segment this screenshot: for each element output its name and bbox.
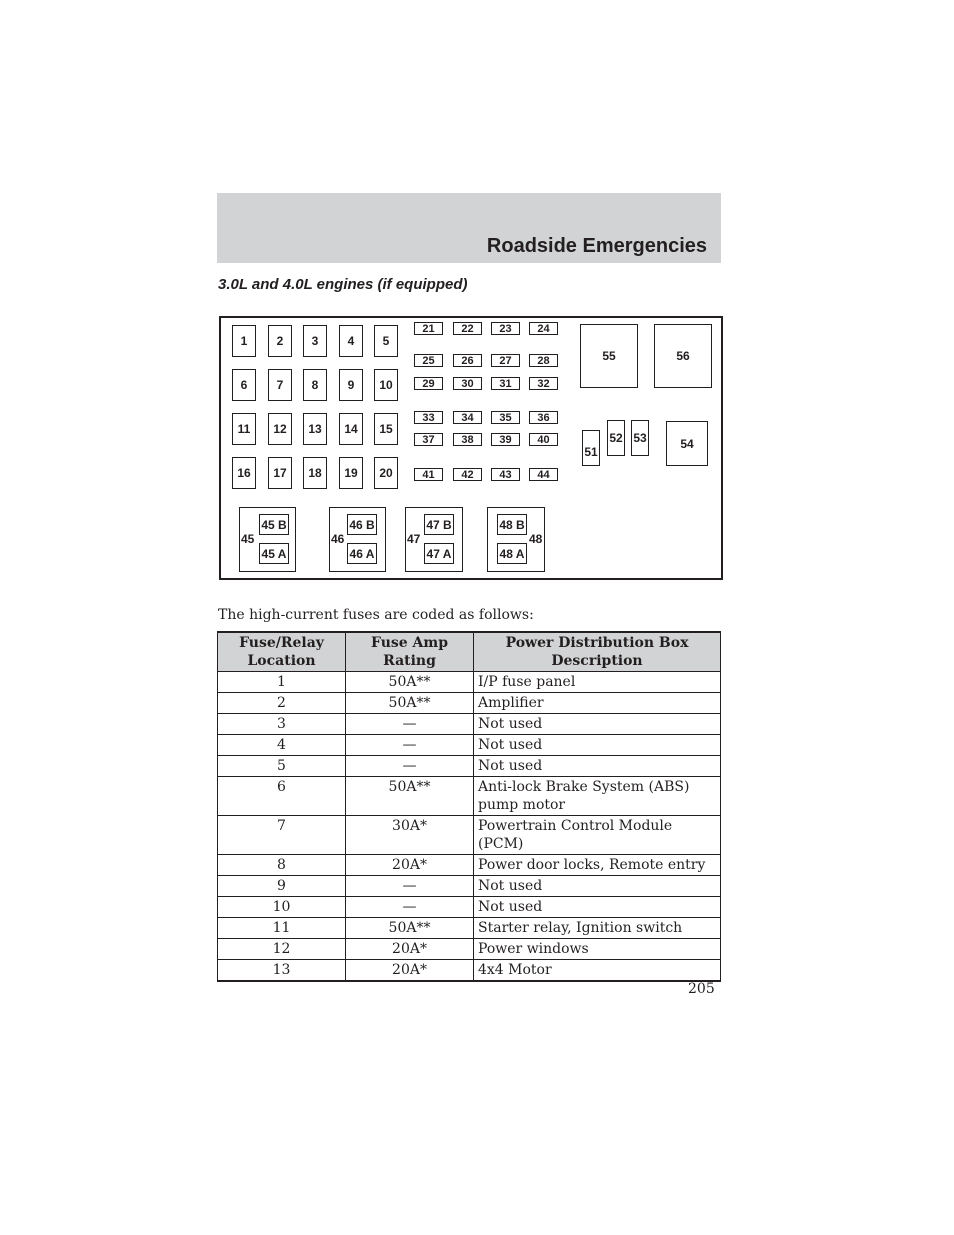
cell-rating: 20A* (346, 855, 474, 876)
large-fuse: 17 (268, 457, 292, 489)
large-fuse: 4 (339, 325, 363, 357)
cell-description: Not used (474, 714, 721, 735)
large-fuse: 7 (268, 369, 292, 401)
cell-rating: 50A** (346, 693, 474, 714)
column-header-location: Fuse/Relay Location (218, 632, 346, 672)
mini-fuse: 30 (453, 377, 482, 390)
relay-group-label: 47 (407, 532, 421, 546)
column-header-description: Power Distribution Box Description (474, 632, 721, 672)
large-fuse: 18 (303, 457, 327, 489)
table-row (218, 816, 721, 855)
fuse-box-diagram (219, 316, 723, 580)
cell-location: 5 (218, 756, 346, 777)
cell-description: Powertrain Control Module (PCM) (474, 816, 721, 855)
mini-fuse: 41 (414, 468, 443, 481)
relay-48a: 48 A (497, 543, 527, 564)
header-band (217, 193, 721, 263)
cell-description: Not used (474, 735, 721, 756)
large-fuse: 1 (232, 325, 256, 357)
large-fuse: 5 (374, 325, 398, 357)
mini-fuse: 36 (529, 411, 558, 424)
cell-location: 1 (218, 672, 346, 693)
relay-56: 56 (654, 324, 712, 388)
large-fuse: 14 (339, 413, 363, 445)
cell-description: Not used (474, 756, 721, 777)
cell-description: 4x4 Motor (474, 960, 721, 982)
cell-rating: 20A* (346, 960, 474, 982)
relay-45a: 45 A (259, 543, 289, 564)
mini-fuse: 29 (414, 377, 443, 390)
cell-rating: 20A* (346, 939, 474, 960)
cell-description: Anti-lock Brake System (ABS) pump motor (474, 777, 721, 816)
relay-group-label: 45 (241, 532, 255, 546)
relay-54: 54 (666, 421, 708, 466)
fuse-table (217, 631, 721, 982)
large-fuse: 6 (232, 369, 256, 401)
large-fuse: 16 (232, 457, 256, 489)
cell-rating: — (346, 714, 474, 735)
mini-fuse: 44 (529, 468, 558, 481)
large-fuse: 10 (374, 369, 398, 401)
relay-group-label: 46 (331, 532, 345, 546)
cell-location: 3 (218, 714, 346, 735)
table-row (218, 855, 721, 876)
large-fuse: 20 (374, 457, 398, 489)
large-fuse: 8 (303, 369, 327, 401)
cell-description: Not used (474, 897, 721, 918)
large-fuse: 15 (374, 413, 398, 445)
cell-location: 4 (218, 735, 346, 756)
mini-fuse: 23 (491, 322, 520, 335)
cell-location: 13 (218, 960, 346, 982)
table-row (218, 693, 721, 714)
table-row (218, 939, 721, 960)
table-row (218, 918, 721, 939)
cell-location: 8 (218, 855, 346, 876)
cell-location: 11 (218, 918, 346, 939)
mini-fuse: 33 (414, 411, 443, 424)
large-fuse: 2 (268, 325, 292, 357)
mini-fuse: 43 (491, 468, 520, 481)
mini-fuse: 42 (453, 468, 482, 481)
mini-fuse: 28 (529, 354, 558, 367)
table-header-row (218, 632, 721, 672)
cell-rating: — (346, 735, 474, 756)
cell-rating: 50A** (346, 918, 474, 939)
page-number: 205 (688, 981, 715, 997)
mini-fuse: 37 (414, 433, 443, 446)
cell-location: 2 (218, 693, 346, 714)
relay-46b: 46 B (347, 514, 377, 535)
column-header-rating: Fuse Amp Rating (346, 632, 474, 672)
cell-location: 12 (218, 939, 346, 960)
large-fuse: 13 (303, 413, 327, 445)
cell-location: 10 (218, 897, 346, 918)
section-title: Roadside Emergencies (486, 235, 707, 257)
mini-fuse: 35 (491, 411, 520, 424)
relay-48b: 48 B (497, 514, 527, 535)
mini-fuse: 24 (529, 322, 558, 335)
cell-description: Amplifier (474, 693, 721, 714)
cell-rating: — (346, 897, 474, 918)
subheading: 3.0L and 4.0L engines (if equipped) (218, 276, 468, 293)
mini-fuse: 26 (453, 354, 482, 367)
cell-rating: — (346, 876, 474, 897)
mini-fuse: 31 (491, 377, 520, 390)
cell-description: I/P fuse panel (474, 672, 721, 693)
cell-rating: 50A** (346, 777, 474, 816)
relay-47a: 47 A (424, 543, 454, 564)
table-row (218, 672, 721, 693)
table-row (218, 876, 721, 897)
relay-group-label: 48 (529, 532, 543, 546)
cell-rating: — (346, 756, 474, 777)
mini-fuse: 27 (491, 354, 520, 367)
large-fuse: 19 (339, 457, 363, 489)
table-row (218, 714, 721, 735)
cell-description: Starter relay, Ignition switch (474, 918, 721, 939)
mini-fuse: 39 (491, 433, 520, 446)
relay-55: 55 (580, 324, 638, 388)
mini-fuse: 21 (414, 322, 443, 335)
table-row (218, 960, 721, 982)
relay-47b: 47 B (424, 514, 454, 535)
relay-53: 53 (631, 420, 649, 456)
large-fuse: 11 (232, 413, 256, 445)
table-row (218, 735, 721, 756)
cell-location: 9 (218, 876, 346, 897)
large-fuse: 12 (268, 413, 292, 445)
table-row (218, 756, 721, 777)
mini-fuse: 32 (529, 377, 558, 390)
relay-45b: 45 B (259, 514, 289, 535)
cell-rating: 50A** (346, 672, 474, 693)
cell-location: 6 (218, 777, 346, 816)
cell-description: Power door locks, Remote entry (474, 855, 721, 876)
relay-46a: 46 A (347, 543, 377, 564)
mini-fuse: 34 (453, 411, 482, 424)
mini-fuse: 25 (414, 354, 443, 367)
cell-rating: 30A* (346, 816, 474, 855)
cell-description: Power windows (474, 939, 721, 960)
cell-location: 7 (218, 816, 346, 855)
table-row (218, 897, 721, 918)
intro-text: The high-current fuses are coded as follows: (218, 607, 534, 623)
mini-fuse: 38 (453, 433, 482, 446)
large-fuse: 3 (303, 325, 327, 357)
cell-description: Not used (474, 876, 721, 897)
relay-52: 52 (607, 420, 625, 456)
relay-51: 51 (582, 430, 600, 466)
large-fuse: 9 (339, 369, 363, 401)
table-row (218, 777, 721, 816)
mini-fuse: 40 (529, 433, 558, 446)
mini-fuse: 22 (453, 322, 482, 335)
